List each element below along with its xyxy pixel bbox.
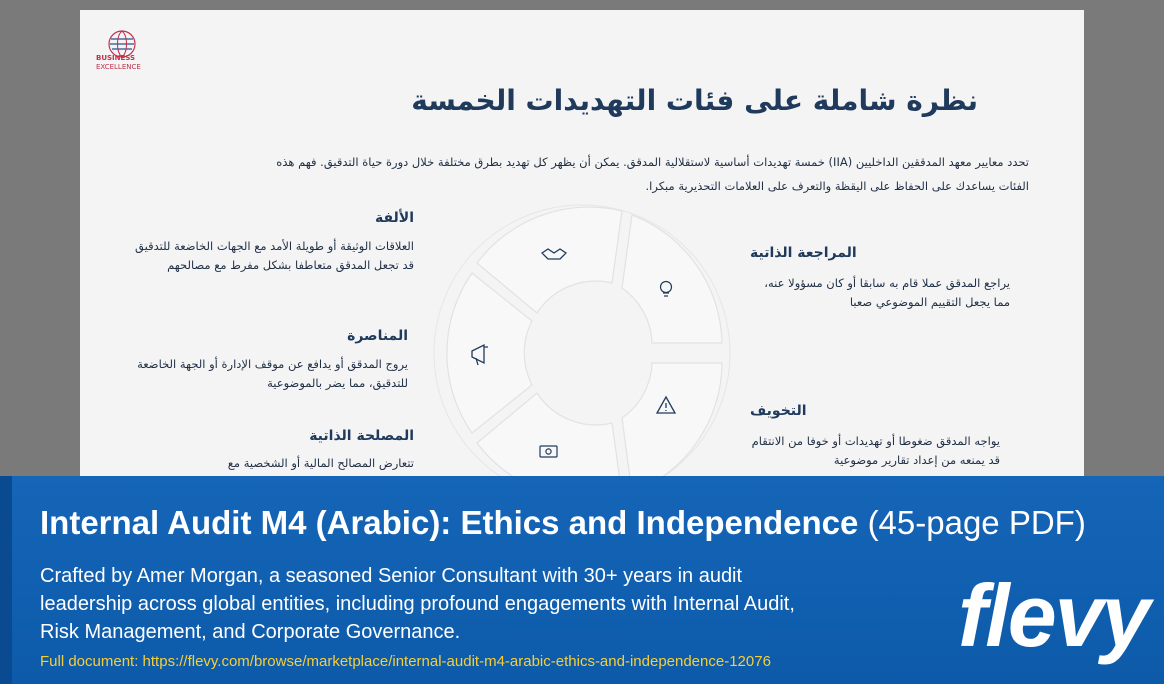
threat-advocacy-desc: يروج المدقق أو يدافع عن موقف الإدارة أو الجهة الخاضعة للتدقيق، مما يضر بالموضوعية	[137, 357, 408, 390]
intro-line-1: تحدد معايير معهد المدققين الداخليين (IIA) خمسة تهديدات أساسية لاستقلالية المدقق. يمكن أن يظهر كل تهديد بطرق مختلفة خلال دورة حياة التدقيق. فهم هذه	[276, 155, 1029, 169]
segment-top-right	[622, 215, 722, 343]
document-description: Crafted by Amer Morgan, a seasoned Senior Consultant with 30+ years in audit leadership across global entities, including profound engagements with Internal Audit, Risk Management, and Corporate Governance.	[40, 565, 795, 643]
threat-familiarity-desc: العلاقات الوثيقة أو طويلة الأمد مع الجهات الخاضعة للتدقيق قد تجعل المدقق متعاطفا بشكل مفرط مع مصالحهم	[135, 239, 414, 272]
document-preview-slide	[80, 10, 1084, 476]
threat-advocacy-title: المناصرة	[347, 328, 408, 344]
slide-title: نظرة شاملة على فئات التهديدات الخمسة	[411, 84, 978, 117]
footer-accent-strip	[0, 476, 12, 684]
logo-line-1: BUSINESS	[96, 54, 136, 62]
threat-self-interest-title: المصلحة الذاتية	[309, 428, 414, 444]
threat-intimidation-desc: يواجه المدقق ضغوطا أو تهديدات أو خوفا من الانتقام قد يمنعه من إعداد تقارير موضوعية	[751, 434, 1000, 467]
document-page-count: (45-page PDF)	[867, 504, 1086, 541]
document-title	[40, 504, 1086, 542]
document-title-main: Internal Audit M4 (Arabic): Ethics and Independence	[40, 504, 859, 541]
promo-footer	[0, 476, 1164, 684]
segment-bottom-right	[622, 363, 722, 476]
intro-line-2: الفئات يساعدك على الحفاظ على اليقظة والتعرف على العلامات التحذيرية مبكرا.	[645, 179, 1029, 193]
document-link[interactable]: Full document: https://flevy.com/browse/marketplace/internal-audit-m4-arabic-ethics-and-independence-12076	[40, 653, 771, 670]
flevy-logo[interactable]: flevy	[958, 566, 1149, 665]
logo-line-2: EXCELLENCE	[96, 63, 141, 71]
threat-familiarity-title: الألفة	[374, 210, 414, 226]
threat-self-review-title: المراجعة الذاتية	[750, 245, 857, 261]
threat-intimidation-title: التخويف	[750, 403, 807, 419]
threat-self-review-desc: يراجع المدقق عملا قام به سابقا أو كان مسؤولا عنه، مما يجعل التقييم الموضوعي صعبا	[764, 276, 1010, 309]
threat-self-interest-desc: تتعارض المصالح المالية أو الشخصية مع	[227, 456, 414, 470]
threats-wheel-diagram	[432, 203, 732, 476]
logo-text	[96, 54, 141, 72]
slide-intro	[149, 150, 1029, 198]
